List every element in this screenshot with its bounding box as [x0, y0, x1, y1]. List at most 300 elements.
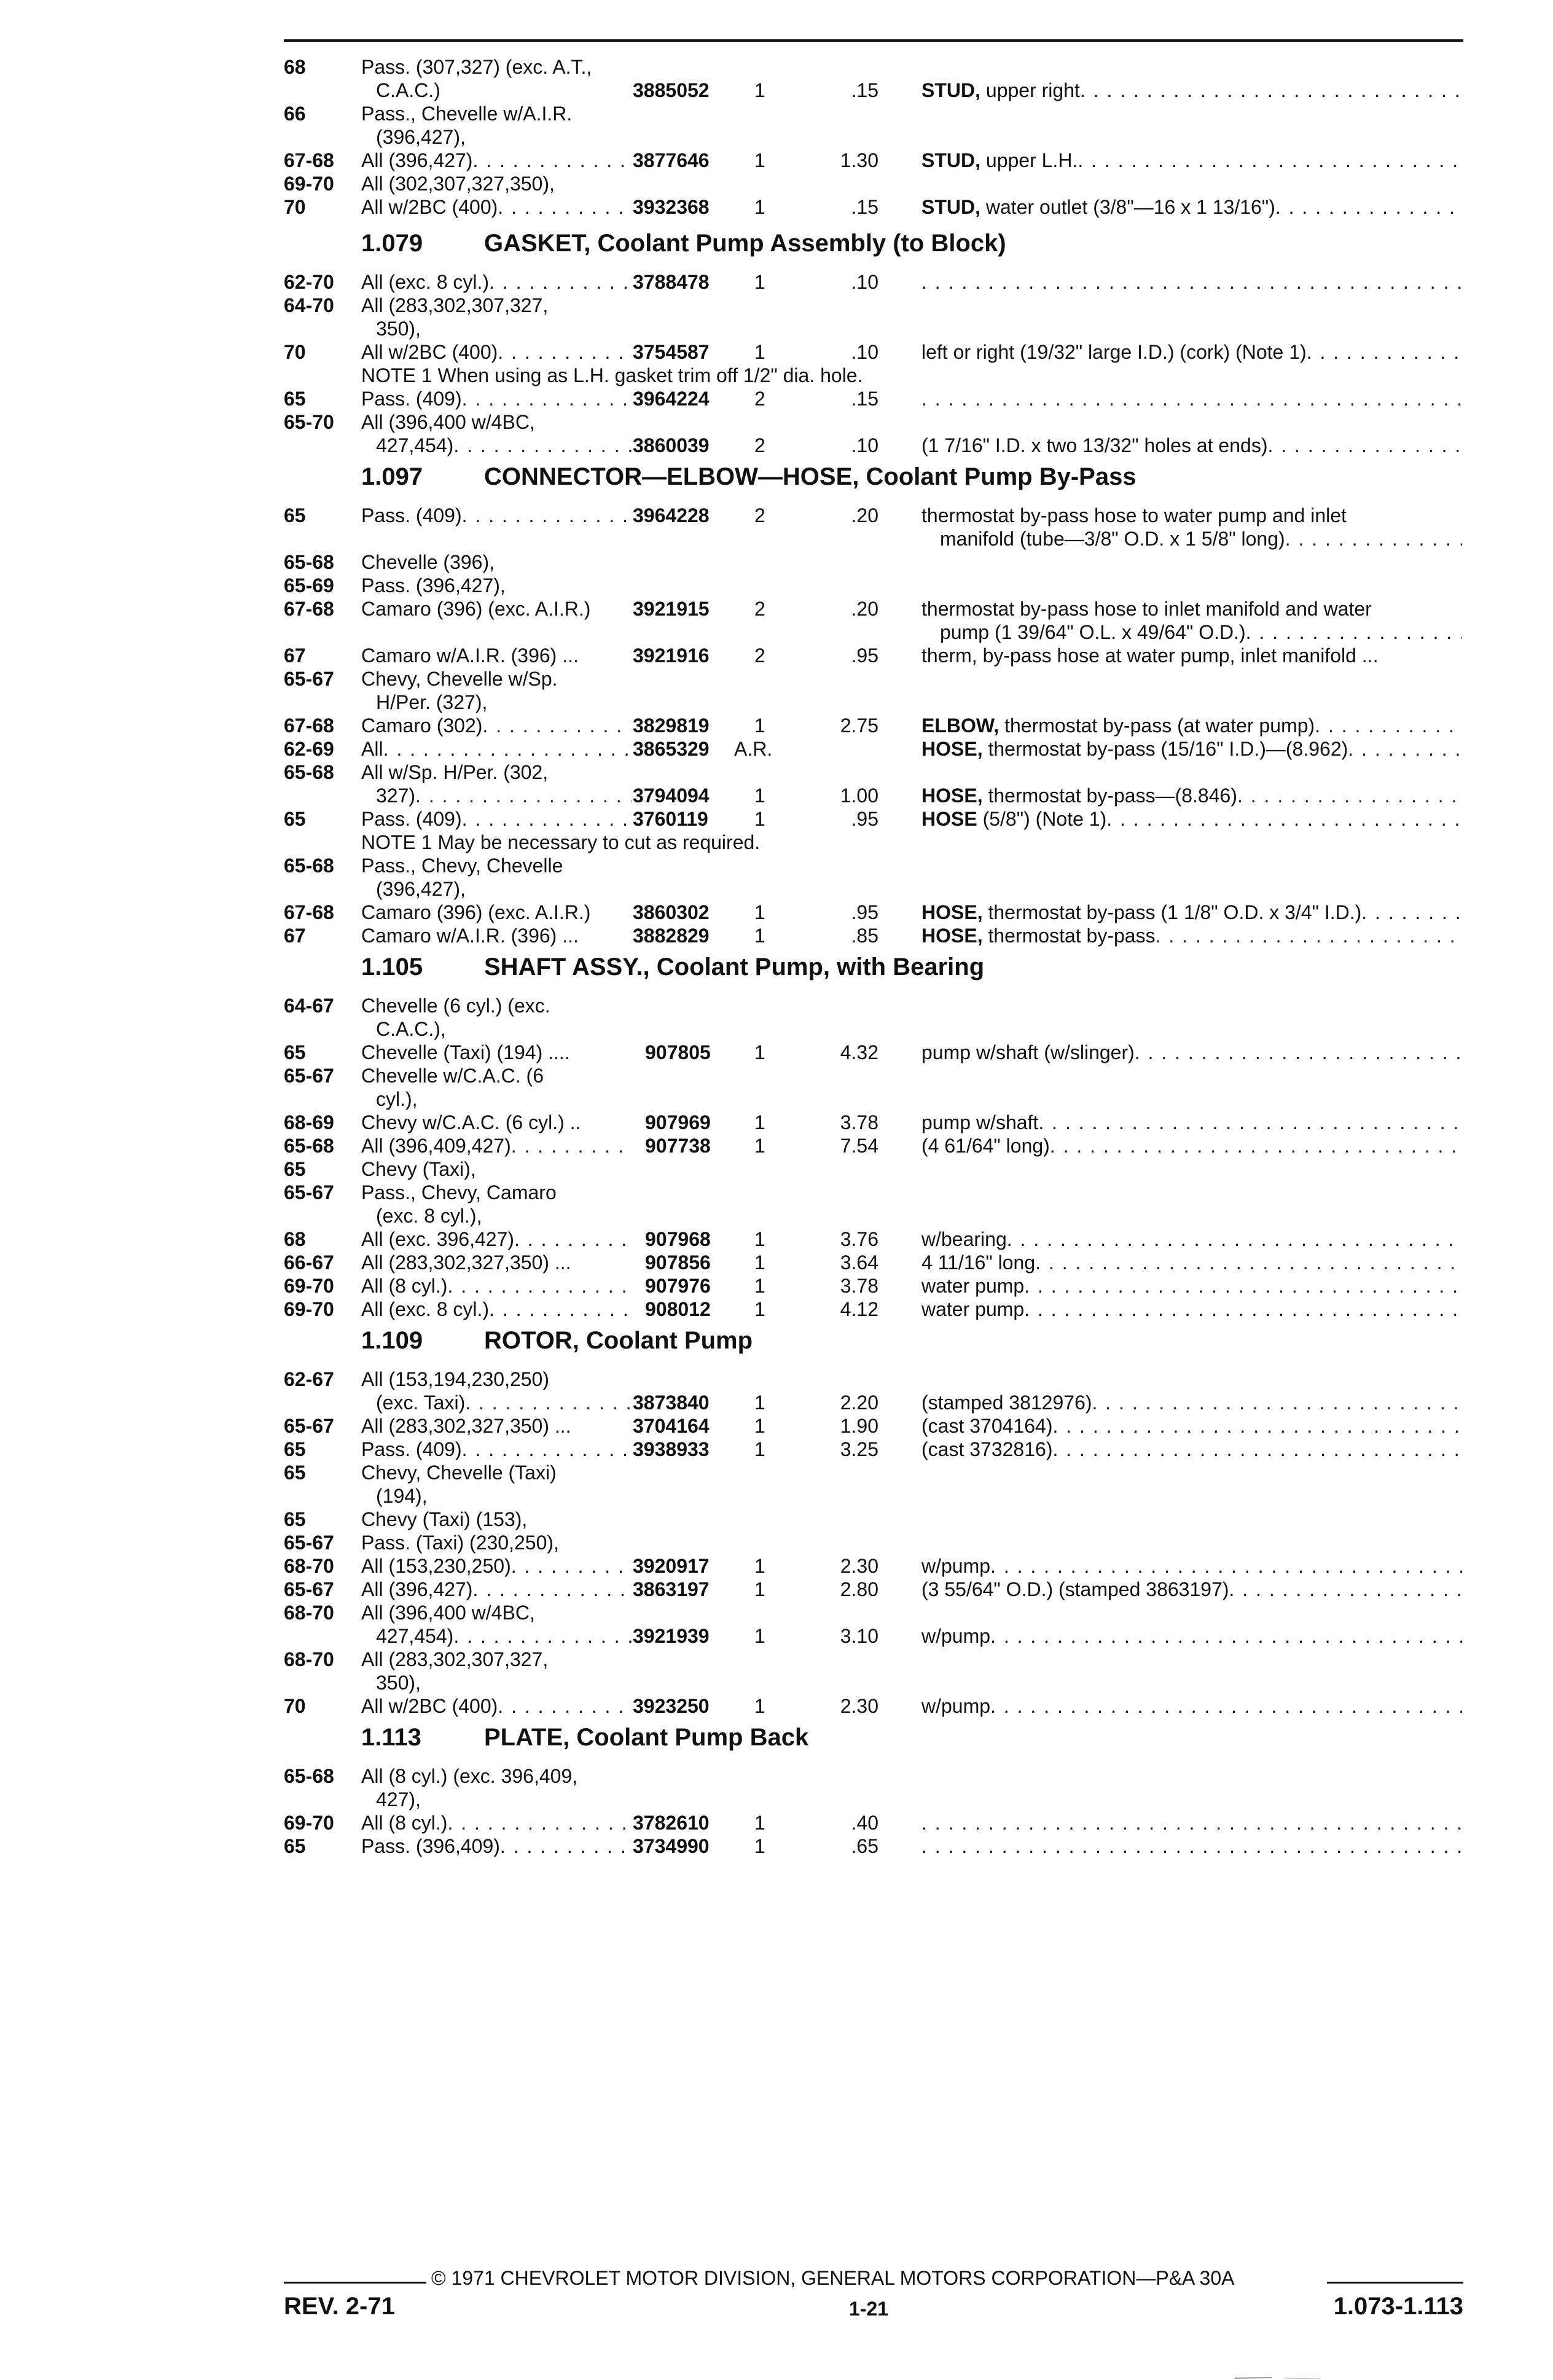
- application: [361, 901, 632, 924]
- part-number: 3921916: [633, 644, 710, 667]
- note-text: NOTE 1 When using as L.H. gasket trim off 1/2" dia. hole.: [361, 364, 863, 386]
- quantity: 1: [754, 1251, 765, 1274]
- description: [921, 1578, 1462, 1601]
- table-row: [0, 574, 1553, 597]
- quantity: 1: [754, 1812, 765, 1834]
- application-text: Pass. (409): [361, 808, 462, 830]
- description: [921, 901, 1462, 924]
- application: [376, 1484, 632, 1508]
- top-rule: [284, 39, 1463, 42]
- model-years: 65: [284, 388, 306, 410]
- leader-dots: [1052, 1414, 1462, 1438]
- application: [361, 102, 632, 125]
- model-years: 65-68: [284, 761, 334, 783]
- part-number: 3865329: [633, 738, 710, 760]
- application-text: 327): [376, 785, 416, 807]
- table-row: [0, 1204, 1553, 1227]
- footer-bar: [284, 2293, 1463, 2322]
- table-row: [0, 1624, 1553, 1648]
- price: .15: [851, 388, 878, 410]
- model-years: 66: [284, 103, 306, 125]
- application: [361, 1041, 632, 1064]
- application: [361, 1508, 632, 1531]
- application-text: All w/2BC (400): [361, 1695, 498, 1717]
- application-text: Chevelle (6 cyl.) (exc.: [361, 995, 550, 1017]
- leader-dots: [514, 1227, 632, 1251]
- description-text: w/pump: [921, 1695, 991, 1717]
- leader-dots: [482, 714, 632, 737]
- table-row: [0, 994, 1553, 1017]
- part-number: 908012: [645, 1298, 711, 1320]
- table-row: [0, 620, 1553, 644]
- description-text: HOSE, thermostat by-pass: [921, 925, 1156, 947]
- application: [361, 1438, 632, 1461]
- table-row: [0, 102, 1553, 125]
- table-row: [0, 784, 1553, 807]
- table-row: [0, 1064, 1553, 1087]
- part-number: 3938933: [633, 1438, 710, 1460]
- table-row: [0, 1834, 1553, 1858]
- application: [361, 1554, 632, 1578]
- model-years: 69-70: [284, 173, 334, 195]
- part-number: 3782610: [633, 1812, 710, 1834]
- application-text: 427,454): [376, 1625, 454, 1647]
- description-text: pump w/shaft: [921, 1111, 1039, 1133]
- description: [921, 924, 1462, 947]
- footer-rule-right: [1327, 2282, 1463, 2284]
- description-text: thermostat by-pass hose to inlet manifold and water: [921, 598, 1372, 620]
- leader-dots: [921, 387, 1462, 410]
- quantity: 1: [754, 808, 765, 830]
- application-text: All (302,307,327,350),: [361, 173, 555, 195]
- application: [361, 1414, 632, 1438]
- table-row: [0, 1111, 1553, 1134]
- description-text: STUD, water outlet (3/8"—16 x 1 13/16"): [921, 196, 1275, 218]
- leader-dots: [1052, 1438, 1462, 1461]
- application-text: Camaro (302): [361, 714, 483, 737]
- part-number: 3788478: [633, 271, 710, 293]
- price: 1.30: [840, 149, 878, 171]
- application: [361, 574, 632, 597]
- description: [921, 784, 1462, 807]
- price: 2.20: [840, 1392, 878, 1414]
- model-years: 64-70: [284, 294, 334, 316]
- quantity: 1: [754, 1695, 765, 1717]
- application-text: (396,427),: [376, 126, 466, 148]
- leader-dots: [453, 1624, 632, 1648]
- description: [940, 527, 1462, 550]
- description: [921, 1694, 1462, 1718]
- application: [376, 79, 632, 102]
- application-text: Chevy (Taxi),: [361, 1158, 476, 1180]
- application-text: Chevy, Chevelle (Taxi): [361, 1462, 557, 1484]
- application-text: Pass. (409): [361, 504, 462, 526]
- model-years: 65: [284, 808, 306, 830]
- model-years: 68: [284, 56, 306, 78]
- table-row: [0, 410, 1553, 434]
- model-years: 67-68: [284, 598, 334, 620]
- application-text: Chevelle (Taxi) (194) ....: [361, 1041, 570, 1063]
- part-number: 3923250: [633, 1695, 710, 1717]
- table-row: [0, 1671, 1553, 1694]
- part-number: 3920917: [633, 1555, 710, 1577]
- price: .10: [851, 341, 878, 363]
- application: [361, 1251, 632, 1274]
- table-row: [0, 1578, 1553, 1601]
- table-row: [0, 877, 1553, 901]
- description: [921, 1298, 1462, 1321]
- application-text: All (283,302,327,350) ...: [361, 1415, 571, 1437]
- price: 3.76: [840, 1228, 878, 1250]
- model-years: 65-67: [284, 1532, 334, 1554]
- table-row: [0, 1788, 1553, 1811]
- table-row: [0, 434, 1553, 457]
- quantity: 1: [754, 1275, 765, 1297]
- table-row: [0, 1087, 1553, 1111]
- description: [921, 807, 1462, 831]
- description: [921, 149, 1462, 172]
- table-row: [0, 1041, 1553, 1064]
- application-text: (396,427),: [376, 878, 466, 900]
- application: [361, 1064, 632, 1087]
- description-text: ELBOW, thermostat by-pass (at water pump): [921, 714, 1315, 737]
- description-text: (3 55/64" O.D.) (stamped 3863197): [921, 1578, 1229, 1600]
- application: [361, 195, 632, 219]
- leader-dots: [447, 1274, 632, 1298]
- application: [376, 434, 632, 457]
- application-text: Pass. (307,327) (exc. A.T.,: [361, 56, 592, 78]
- description: [921, 714, 1462, 737]
- part-number: 3704164: [633, 1415, 710, 1437]
- application-text: All (396,427): [361, 1578, 473, 1600]
- quantity: 1: [754, 1135, 765, 1157]
- application: [361, 1111, 632, 1134]
- table-row: [0, 644, 1553, 667]
- application: [361, 149, 632, 172]
- application: [361, 1834, 632, 1858]
- model-years: 65-70: [284, 411, 334, 433]
- part-number: 3885052: [633, 79, 710, 101]
- quantity: 1: [754, 1041, 765, 1063]
- part-number: 3860302: [633, 901, 710, 923]
- quantity: 1: [754, 901, 765, 923]
- description: [921, 1624, 1462, 1648]
- application-text: All (396,400 w/4BC,: [361, 1602, 535, 1624]
- application-text: (exc. 8 cyl.),: [376, 1205, 482, 1227]
- description-keyword: HOSE,: [921, 901, 983, 923]
- scan-smudge: [1235, 2376, 1321, 2380]
- description: [921, 597, 1462, 620]
- quantity: 1: [754, 925, 765, 947]
- application: [376, 877, 632, 901]
- price: 2.30: [840, 1695, 878, 1717]
- quantity: 1: [754, 1111, 765, 1133]
- application-text: cyl.),: [376, 1088, 418, 1110]
- leader-dots: [1007, 1227, 1462, 1251]
- leader-dots: [489, 270, 632, 294]
- description: [921, 1134, 1462, 1157]
- table-row: [0, 924, 1553, 947]
- model-years: 65: [284, 1835, 306, 1857]
- leader-dots: [447, 1811, 632, 1834]
- model-years: 69-70: [284, 1275, 334, 1297]
- description-keyword: HOSE: [921, 808, 977, 830]
- model-years: 65-68: [284, 1135, 334, 1157]
- application-text: All (396,400 w/4BC,: [361, 411, 535, 433]
- application: [361, 1601, 632, 1624]
- leader-dots: [415, 784, 632, 807]
- table-row: [0, 504, 1553, 527]
- application-text: All w/2BC (400): [361, 196, 498, 218]
- part-number: 3921915: [633, 598, 710, 620]
- model-years: 65-67: [284, 1065, 334, 1087]
- model-years: 69-70: [284, 1812, 334, 1834]
- model-years: 66-67: [284, 1251, 334, 1274]
- description: [921, 1554, 1462, 1578]
- leader-dots: [1080, 79, 1462, 102]
- application: [376, 1788, 632, 1811]
- application: [376, 1204, 632, 1227]
- model-years: 70: [284, 1695, 306, 1717]
- leader-dots: [990, 1624, 1462, 1648]
- application-text: All (exc. 8 cyl.): [361, 271, 490, 293]
- part-number: 3794094: [633, 785, 710, 807]
- quantity: 2: [754, 644, 765, 667]
- application-text: Camaro (396) (exc. A.I.R.): [361, 901, 591, 923]
- price: 3.25: [840, 1438, 878, 1460]
- section-number: 1.105: [361, 953, 423, 981]
- application: [361, 387, 632, 410]
- description-text: pump w/shaft (w/slinger): [921, 1041, 1135, 1063]
- description: [921, 340, 1462, 364]
- description-text: w/pump: [921, 1555, 991, 1577]
- table-row: [0, 1508, 1553, 1531]
- application-text: H/Per. (327),: [376, 691, 488, 713]
- leader-dots: [1035, 1251, 1462, 1274]
- price: 2.30: [840, 1555, 878, 1577]
- application-text: 427),: [376, 1788, 421, 1810]
- leader-dots: [1106, 807, 1462, 831]
- part-number: 3932368: [633, 196, 710, 218]
- model-years: 65-67: [284, 1415, 334, 1437]
- description: [921, 195, 1462, 219]
- leader-dots: [990, 1554, 1462, 1578]
- application-text: All: [361, 738, 383, 760]
- application: [361, 410, 632, 434]
- price: .85: [851, 925, 878, 947]
- table-row: [0, 1484, 1553, 1508]
- price: .10: [851, 271, 878, 293]
- application-text: All (exc. 396,427): [361, 1228, 515, 1250]
- description-text: (cast 3704164): [921, 1415, 1053, 1437]
- model-years: 65-67: [284, 1181, 334, 1204]
- application: [376, 317, 632, 340]
- application: [361, 1694, 632, 1718]
- table-row: [0, 1554, 1553, 1578]
- application: [361, 1181, 632, 1204]
- price: .10: [851, 434, 878, 456]
- application: [361, 172, 632, 195]
- model-years: 64-67: [284, 995, 334, 1017]
- table-row: [0, 1274, 1553, 1298]
- leader-dots: [462, 807, 632, 831]
- description: [921, 504, 1462, 527]
- table-row: [0, 1157, 1553, 1181]
- footer-copyright: © 1971 CHEVROLET MOTOR DIVISION, GENERAL MOTORS CORPORATION—P&A 30A: [431, 2267, 1235, 2289]
- leader-dots: [1246, 620, 1462, 644]
- model-years: 70: [284, 196, 306, 218]
- application: [361, 55, 632, 79]
- application: [361, 667, 632, 691]
- part-number: 907856: [645, 1251, 711, 1274]
- leader-dots: [1024, 1274, 1462, 1298]
- quantity: 1: [754, 79, 765, 101]
- leader-dots: [498, 195, 632, 219]
- part-number: 907805: [645, 1041, 711, 1063]
- leader-dots: [498, 340, 632, 364]
- price: .95: [851, 808, 878, 830]
- model-years: 65: [284, 1041, 306, 1063]
- leader-dots: [1361, 901, 1462, 924]
- application: [361, 294, 632, 317]
- leader-dots: [921, 1834, 1462, 1858]
- application-text: Pass. (396,427),: [361, 574, 506, 597]
- application: [361, 994, 632, 1017]
- leader-dots: [1237, 784, 1462, 807]
- footer-revision: REV. 2-71: [284, 2293, 395, 2320]
- table-row: [0, 714, 1553, 737]
- table-row: [0, 1227, 1553, 1251]
- quantity: 1: [754, 1298, 765, 1320]
- application: [376, 784, 632, 807]
- leader-dots: [1038, 1111, 1462, 1134]
- description: [921, 1111, 1462, 1134]
- description-text: (4 61/64" long): [921, 1135, 1050, 1157]
- quantity: 1: [754, 785, 765, 807]
- application: [376, 691, 632, 714]
- section-heading: [361, 1723, 808, 1752]
- description-keyword: HOSE,: [921, 738, 983, 760]
- description-text: water pump: [921, 1298, 1025, 1320]
- model-years: 68-70: [284, 1555, 334, 1577]
- application-text: Pass., Chevy, Chevelle: [361, 855, 563, 877]
- application: [361, 1578, 632, 1601]
- leader-dots: [921, 270, 1462, 294]
- application-text: All (283,302,327,350) ...: [361, 1251, 571, 1274]
- application-text: All (153,230,250): [361, 1555, 511, 1577]
- description: [921, 1438, 1462, 1461]
- table-row: [0, 294, 1553, 317]
- application-text: All (283,302,307,327,: [361, 1648, 549, 1670]
- application: [361, 924, 632, 947]
- leader-dots: [500, 1834, 632, 1858]
- price: 4.32: [840, 1041, 878, 1063]
- model-years: 68-70: [284, 1648, 334, 1670]
- note-text: NOTE 1 May be necessary to cut as required.: [361, 831, 761, 853]
- model-years: 67-68: [284, 901, 334, 923]
- model-years: 62-70: [284, 271, 334, 293]
- description: [921, 1834, 1462, 1858]
- model-years: 68: [284, 1228, 306, 1250]
- description-text: therm, by-pass hose at water pump, inlet manifold ...: [921, 644, 1379, 667]
- description-text: HOSE, thermostat by-pass—(8.846): [921, 785, 1237, 807]
- description-text: thermostat by-pass hose to water pump and inlet: [921, 504, 1347, 526]
- price: .65: [851, 1835, 878, 1857]
- part-number: 3860039: [633, 434, 710, 456]
- description-text: (stamped 3812976): [921, 1392, 1092, 1414]
- application-text: Chevelle w/C.A.C. (6: [361, 1065, 544, 1087]
- price: .20: [851, 598, 878, 620]
- description-text: (1 7/16" I.D. x two 13/32" holes at ends): [921, 434, 1268, 456]
- price: 2.75: [840, 714, 878, 737]
- price: 3.10: [840, 1625, 878, 1647]
- description: [921, 737, 1462, 761]
- leader-dots: [462, 1438, 632, 1461]
- application: [361, 1531, 632, 1554]
- section-title: CONNECTOR—ELBOW—HOSE, Coolant Pump By-Pass: [484, 463, 1136, 490]
- application: [361, 1227, 632, 1251]
- footer-copyright-line: [284, 2266, 1463, 2290]
- part-number: 3877646: [633, 149, 710, 171]
- leader-dots: [1092, 1391, 1462, 1414]
- description-text: water pump: [921, 1275, 1025, 1297]
- price: 1.90: [840, 1415, 878, 1437]
- model-years: 70: [284, 341, 306, 363]
- description-keyword: HOSE,: [921, 925, 983, 947]
- model-years: 65-68: [284, 1765, 334, 1787]
- quantity: 1: [754, 341, 765, 363]
- leader-dots: [1024, 1298, 1462, 1321]
- description-text: STUD, upper L.H.: [921, 149, 1078, 171]
- table-row: [0, 1017, 1553, 1041]
- application-text: C.A.C.),: [376, 1018, 446, 1040]
- table-row: [0, 597, 1553, 620]
- table-row: [0, 172, 1553, 195]
- description: [921, 1391, 1462, 1414]
- leader-dots: [453, 434, 632, 457]
- table-row: [0, 1298, 1553, 1321]
- application-text: C.A.C.): [376, 79, 440, 101]
- application-text: 350),: [376, 318, 421, 340]
- description: [921, 387, 1462, 410]
- quantity: 1: [754, 1415, 765, 1437]
- description-text: left or right (19/32" large I.D.) (cork) (Note 1): [921, 341, 1307, 363]
- footer-section-range: 1.073-1.113: [1333, 2293, 1463, 2320]
- table-row: [0, 149, 1553, 172]
- description: [921, 1274, 1462, 1298]
- application: [361, 340, 632, 364]
- part-number: 3829819: [633, 714, 710, 737]
- application: [376, 1017, 632, 1041]
- description-keyword: STUD,: [921, 149, 980, 171]
- application: [361, 1811, 632, 1834]
- application-text: Chevy w/C.A.C. (6 cyl.) ..: [361, 1111, 581, 1133]
- table-row: [0, 807, 1553, 831]
- part-number: 907738: [645, 1135, 711, 1157]
- leader-dots: [1135, 1041, 1462, 1064]
- model-years: 67: [284, 644, 306, 667]
- table-row: [0, 1764, 1553, 1788]
- quantity: 1: [754, 1228, 765, 1250]
- leader-dots: [489, 1298, 632, 1321]
- table-row: [0, 737, 1553, 761]
- model-years: 65-68: [284, 551, 334, 573]
- description: [921, 1251, 1462, 1274]
- footer-rule-left: [284, 2282, 426, 2284]
- section-title: PLATE, Coolant Pump Back: [484, 1724, 809, 1751]
- table-row: [0, 1391, 1553, 1414]
- part-number: 907976: [645, 1275, 711, 1297]
